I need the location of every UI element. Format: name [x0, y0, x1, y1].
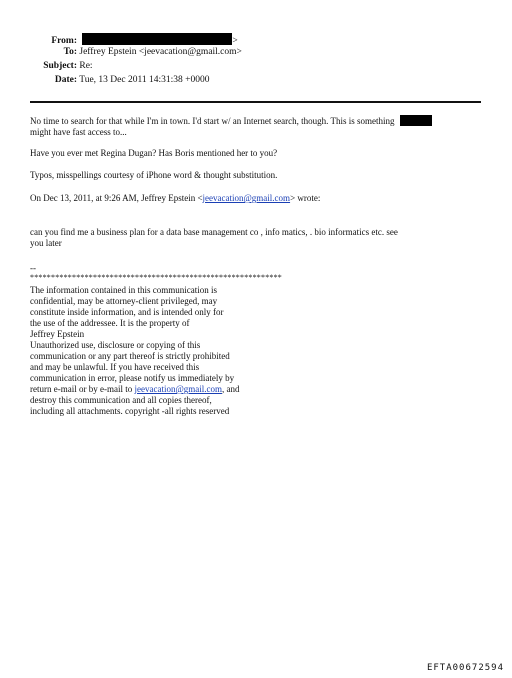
reply-paragraph — [30, 115, 485, 138]
typos-note: Typos, misspellings courtesy of iPhone word & thought substitution. — [30, 170, 278, 180]
quoted-line-1: can you find me a business plan for a data base management co , info matics, . bio informatics etc. see — [30, 227, 398, 237]
signature-separator: -- — [30, 263, 36, 273]
disclaimer-text: return e-mail or by e-mail to — [30, 384, 135, 394]
question-paragraph: Have you ever met Regina Dugan? Has Boris mentioned her to you? — [30, 148, 278, 158]
date-value: Tue, 13 Dec 2011 14:31:38 +0000 — [79, 75, 210, 85]
disclaimer-line: The information contained in this communication is — [30, 285, 217, 295]
disclaimer-line: Unauthorized use, disclosure or copying of this — [30, 340, 201, 350]
document-id: EFTA00672594 — [426, 663, 504, 673]
email-link[interactable]: jeevacation@gmail.com — [134, 384, 222, 394]
to-value: Jeffrey Epstein <jeevacation@gmail.com> — [79, 47, 242, 57]
from-label: From: — [51, 36, 77, 46]
confidentiality-disclaimer — [30, 285, 290, 417]
subject-value: Re: — [79, 61, 93, 71]
date-label: Date: — [54, 75, 77, 85]
disclaimer-line: destroy this communication and all copies thereof, — [30, 395, 212, 405]
redaction-box — [82, 33, 232, 45]
disclaimer-text: , and — [221, 384, 240, 394]
disclaimer-line: constitute inside information, and is intended only for — [30, 307, 224, 317]
subject-label: Subject: — [43, 61, 77, 71]
asterisk-divider: ************************************************************ — [30, 273, 282, 282]
disclaimer-line: the use of the addressee. It is the property of — [30, 318, 190, 328]
quote-intro-tail: > wrote: — [290, 193, 321, 203]
disclaimer-line: Jeffrey Epstein — [30, 329, 85, 339]
to-label: To: — [63, 47, 77, 57]
disclaimer-line: including all attachments. copyright -all rights reserved — [30, 406, 230, 416]
quoted-line-2: you later — [30, 238, 62, 248]
date-row — [30, 75, 209, 86]
quote-intro-text: On Dec 13, 2011, at 9:26 AM, Jeffrey Epstein < — [30, 193, 203, 203]
from-tail: > — [232, 36, 238, 46]
subject-row — [30, 61, 93, 72]
redaction-box — [400, 115, 432, 126]
reply-line-2: might have fast access to... — [30, 127, 127, 137]
disclaimer-line: communication or any part thereof is strictly prohibited — [30, 351, 230, 361]
disclaimer-line: and may be unlawful. If you have received this — [30, 362, 200, 372]
from-row — [30, 33, 238, 47]
disclaimer-line: communication in error, please notify us immediately by — [30, 373, 235, 383]
quoted-message — [30, 227, 485, 249]
reply-line-1: No time to search for that while I'm in town. I'd start w/ an Internet search, though. This is something — [30, 116, 395, 126]
header-divider — [30, 101, 481, 103]
email-link[interactable]: jeevacation@gmail.com — [202, 193, 291, 203]
disclaimer-line — [30, 384, 290, 395]
disclaimer-line: confidential, may be attorney-client privileged, may — [30, 296, 218, 306]
quote-intro — [30, 193, 485, 204]
to-row — [30, 47, 242, 58]
